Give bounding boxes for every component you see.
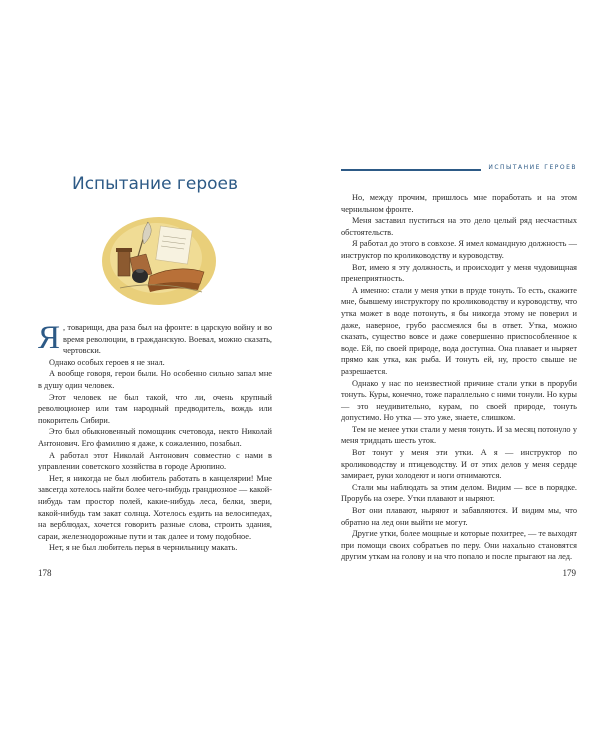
paragraph: Однако у нас по неизвестной причине стали утки в проруби тонуть. Куры, конечно, тоже параллельно с ними тонули. Но куры — это неудивительно, курам, по своей природе, тонуть допустимо. Но утка — это уже, знаете, слишком. <box>341 378 577 423</box>
paragraph: Это был обыкновенный помощник счетовода, некто Николай Антонович. Его фамилию я даже, к сожалению, позабыл. <box>38 427 272 448</box>
paragraph: А работал этот Николай Антонович совместно с нами в управлении советского хозяйства в городе Арюпино. <box>38 450 272 472</box>
paragraph: Нет, я не был любитель перья в чернильницу макать. <box>49 543 238 553</box>
paragraph: А именно: стали у меня утки в пруде тонуть. То есть, скажите мне, бывшему инструктору по кролиководству и куроводству, что утка может в воде потонуть, я бы никогда этому не поверил и даже, наверное, грубо рассмеялся бы в ответ. Утка, можно сказать, существо вовсе и даже совершенно приспособленное к воде. Ей, по своей природе, вода доступна. Она плавает и ныряет прямо как утка, как рыба. И тонуть ей, ну, просто свыше не разрешается. <box>341 285 577 376</box>
paragraph: Вот, имею я эту должность, и происходит у меня чудовищная пренеприятность. <box>341 262 577 284</box>
paragraph: Тем не менее утки стали у меня тонуть. И за месяц потонуло у меня тридцать шесть уток. <box>341 424 577 446</box>
paragraph: Я работал до этого в совхозе. Я имел командную должность — инструктор по кролиководству и куроводству. <box>341 239 577 260</box>
running-head <box>341 164 577 174</box>
page-number-left: 178 <box>38 568 52 578</box>
paragraph: Вот тонут у меня эти утки. А я — инструктор по кролиководству и птицеводству. И от этих делов у меня сердце замирает, руки холодеют и ноги отнимаются. <box>341 448 577 481</box>
page-number-right: 179 <box>562 568 576 578</box>
right-page-text <box>341 192 577 563</box>
chapter-title: Испытание героев <box>71 174 238 194</box>
paragraph: Другие утки, более мощные и которые похитрее, — те выходят при помощи своих собратьев по перу. Они нахально становятся другим уткам на голову и на что попало и после прыгают на лед. <box>341 529 577 562</box>
paragraph: Меня заставил пуститься на это дело целый ряд несчастных обстоятельств. <box>341 216 577 237</box>
opening-paragraph <box>38 322 272 357</box>
running-head-rule <box>341 169 481 171</box>
paragraph: Нет, я никогда не был любитель работать в канцелярии! Мне завсегда хотелось найти более чего-нибудь грандиозное — какой-нибудь там простор полей, какие-нибудь леса, белки, звери, какой-нибудь там закат солнца. Хотелось ездить на велосипедах, на верблюдах, хочется говорить разные слова, строить здания, сараи, железнодорожные пути и так далее и тому подобное. <box>38 473 272 541</box>
paragraph: Но, между прочим, пришлось мне поработать и на этом чернильном фронте. <box>341 193 577 214</box>
inkwell-with-quill-illustration <box>100 214 218 306</box>
dropcap: Я <box>38 320 61 356</box>
paragraph: Однако особых героев я не знал. <box>49 357 165 367</box>
right-page <box>300 0 600 750</box>
paragraph: А вообще говоря, герои были. Но особенно сильно запал мне в душу один человек. <box>38 369 272 390</box>
running-head-label: ИСПЫТАНИЕ ГЕРОЕВ <box>488 164 577 171</box>
left-page-text <box>38 322 272 554</box>
opening-paragraph-text: , товарищи, два раза был на фронте: в царскую войну и во время революции, в гражданскую. Воевал, можно сказать, чертовски. <box>63 323 272 356</box>
paragraph: Этот человек не был такой, что ли, очень крупный революционер или там народный предводитель, вождь или покоритель Сибири. <box>38 392 272 425</box>
paragraph: Вот они плавают, ныряют и забавляются. И видим мы, что обратно на лед они выйти не могут. <box>341 506 577 527</box>
paragraph: Стали мы наблюдать за этим делом. Видим — все в порядке. Прорубь на озере. Утки плавают и ныряют. <box>341 482 577 504</box>
